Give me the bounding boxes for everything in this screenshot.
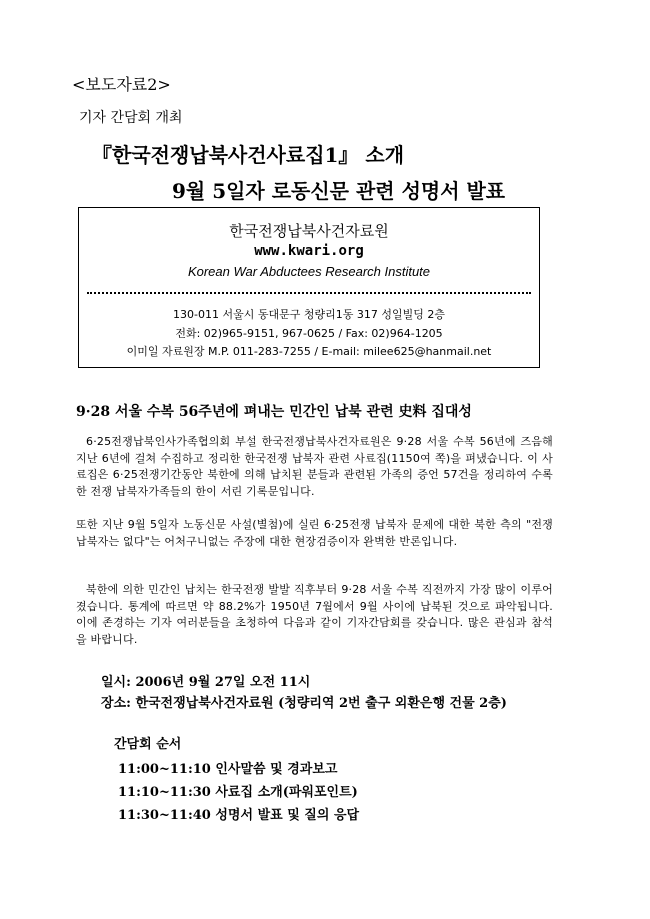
event-location: 장소: 한국전쟁납북사건자료원 (청량리역 2번 출구 외환은행 건물 2층) (101, 696, 507, 711)
organization-url: www.kwari.org (254, 243, 364, 259)
program-item: 11:00~11:10 인사말씀 및 경과보고 (118, 762, 338, 777)
press-release-label: <보도자료2> (72, 75, 171, 94)
press-conference-subtitle: 기자 간담회 개최 (79, 110, 183, 126)
organization-english-name: Korean War Abductees Research Institute (187, 264, 431, 279)
program-item: 11:30~11:40 성명서 발표 및 질의 응답 (118, 808, 360, 823)
organization-name: 한국전쟁납북사건자료원 (229, 222, 389, 240)
organization-info-box (78, 207, 540, 368)
body-paragraph-1: 6·25전쟁납북인사가족협의회 부설 한국전쟁납북사건자료원은 9·28 서울 수복 56년에 즈음해 지난 6년에 걸쳐 수집하고 정리한 한국전쟁 납북자 관련 사료집(1150여 쪽)을 펴냈습니다. 이 사료집은 6·25전쟁기간동안 북한에 의해 납치된 분들과 관련된 가족의 증언 57건을 정리하여 수록한 전쟁 납북자가족들의 한이 서린 기록문입니다. (76, 435, 553, 498)
title-line-2: 9월 5일자 로동신문 관련 성명서 발표 (172, 179, 506, 203)
organization-phone-fax: 전화: 02)965-9151, 967-0625 / Fax: 02)964-1205 (175, 327, 443, 340)
program-item: 11:10~11:30 사료집 소개(파워포인트) (118, 785, 358, 800)
event-date: 일시: 2006년 9월 27일 오전 11시 (101, 675, 311, 690)
organization-address: 130-011 서울시 동대문구 청량리1동 317 성일빌딩 2층 (173, 308, 445, 321)
dotted-divider (87, 292, 531, 294)
body-paragraph-2: 또한 지난 9월 5일자 노동신문 사설(별첨)에 실린 6·25전쟁 납북자 문제에 대한 북한 측의 "전쟁납북자는 없다"는 어처구니없는 주장에 대한 현장검증이자 완벽한 반론입니다. (76, 518, 553, 548)
section-heading: 9·28 서울 수복 56주년에 펴내는 민간인 납북 관련 史料 집대성 (76, 404, 472, 420)
body-paragraph-3: 북한에 의한 민간인 납치는 한국전쟁 발발 직후부터 9·28 서울 수복 직전까지 가장 많이 이루어졌습니다. 통계에 따르면 약 88.2%가 1950년 7월에서 9월 사이에 납북된 것으로 파악됩니다. 이에 존경하는 기자 여러분들을 초청하여 다음과 같이 기자간담회를 갖습니다. 많은 관심과 참석을 바랍니다. (76, 583, 553, 646)
organization-contact: 이미일 자료원장 M.P. 011-283-7255 / E-mail: milee625@hanmail.net (126, 345, 492, 358)
program-title: 간담회 순서 (114, 737, 182, 752)
title-line-1: 『한국전쟁납북사건사료집1』 소개 (92, 143, 405, 167)
